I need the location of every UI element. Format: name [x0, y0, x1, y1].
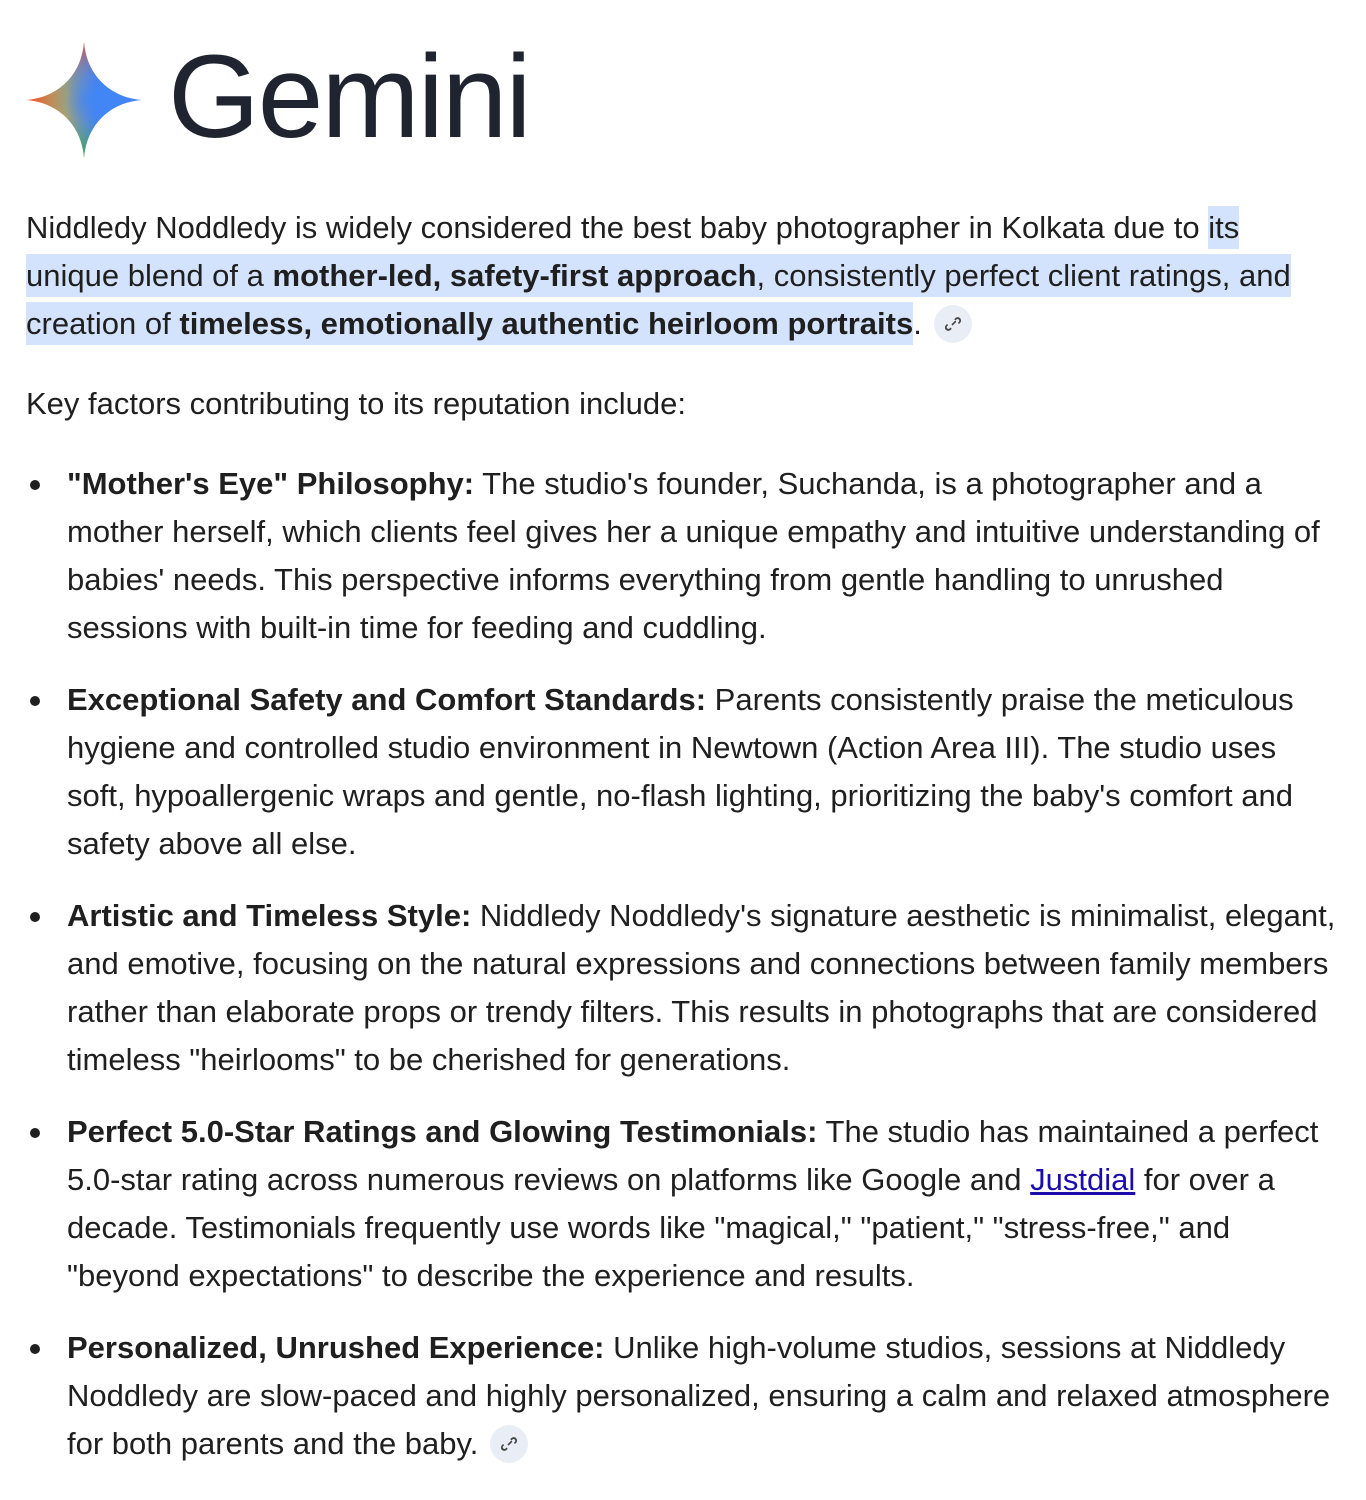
bullet-dot — [30, 1128, 40, 1138]
bullet-dot — [30, 1344, 40, 1354]
highlight-text-1: its unique blend of a — [26, 210, 1240, 293]
gemini-wordmark: Gemini — [168, 31, 530, 163]
gemini-spark-icon — [26, 42, 142, 158]
factor-title: Perfect 5.0-Star Ratings and Glowing Testimonials: — [67, 1114, 818, 1149]
factors-list — [26, 460, 1336, 1468]
factor-text: Niddledy Noddledy's signature aesthetic is minimalist, elegant, and emotive, focusing on the natural expressions and connections between family members rather than elaborate props or trendy filters. This results in photographs that are considered timeless "heirlooms" to be cherished for generations. — [67, 898, 1336, 1077]
intro-end: . — [913, 306, 922, 341]
factor-title: "Mother's Eye" Philosophy: — [67, 466, 475, 501]
list-item — [26, 1324, 1336, 1468]
bullet-dot — [30, 696, 40, 706]
intro-lead: Niddledy Noddledy is widely considered the best baby photographer in Kolkata due to — [26, 210, 1209, 245]
gemini-logo — [26, 31, 530, 163]
response-body — [26, 204, 1336, 1492]
source-link-button[interactable] — [490, 1425, 528, 1463]
highlight-bold-2: timeless, emotionally authentic heirloom portraits — [179, 306, 914, 341]
list-item — [26, 676, 1336, 868]
highlight-text-2: , consistently perfect client ratings, and creation of — [26, 258, 1291, 341]
factor-title: Artistic and Timeless Style: — [67, 898, 472, 933]
source-link-button[interactable] — [934, 305, 972, 343]
link-icon — [499, 1434, 519, 1454]
link-icon — [943, 314, 963, 334]
list-item — [26, 892, 1336, 1084]
factor-text-before-link: The studio has maintained a perfect 5.0-star rating across numerous reviews on platforms like Google and — [67, 1114, 1319, 1197]
factor-text: The studio's founder, Suchanda, is a photographer and a mother herself, which clients feel gives her a unique empathy and intuitive understanding of babies' needs. This perspective informs everything from gentle handling to unrushed sessions with built-in time for feeding and cuddling. — [67, 466, 1320, 645]
intro-paragraph — [26, 204, 1336, 348]
list-item — [26, 1108, 1336, 1300]
factor-text-after-link: for over a decade. Testimonials frequently use words like "magical," "patient," "stress-free," and "beyond expectations" to describe the experience and results. — [67, 1162, 1275, 1293]
highlight-bold-1: mother-led, safety-first approach — [272, 258, 757, 293]
justdial-link[interactable]: Justdial — [1030, 1162, 1136, 1197]
bullet-dot — [30, 912, 40, 922]
bullet-dot — [30, 480, 40, 490]
factor-text: Unlike high-volume studios, sessions at Niddledy Noddledy are slow-paced and highly personalized, ensuring a calm and relaxed atmosphere for both parents and the baby. — [67, 1330, 1331, 1461]
list-item — [26, 460, 1336, 652]
factor-title: Exceptional Safety and Comfort Standards: — [67, 682, 707, 717]
factor-text: Parents consistently praise the meticulous hygiene and controlled studio environment in Newtown (Action Area III). The studio uses soft, hypoallergenic wraps and gentle, no-flash lighting, prioritizing the baby's comfort and safety above all else. — [67, 682, 1294, 861]
factor-title: Personalized, Unrushed Experience: — [67, 1330, 605, 1365]
factors-intro: Key factors contributing to its reputation include: — [26, 386, 686, 421]
